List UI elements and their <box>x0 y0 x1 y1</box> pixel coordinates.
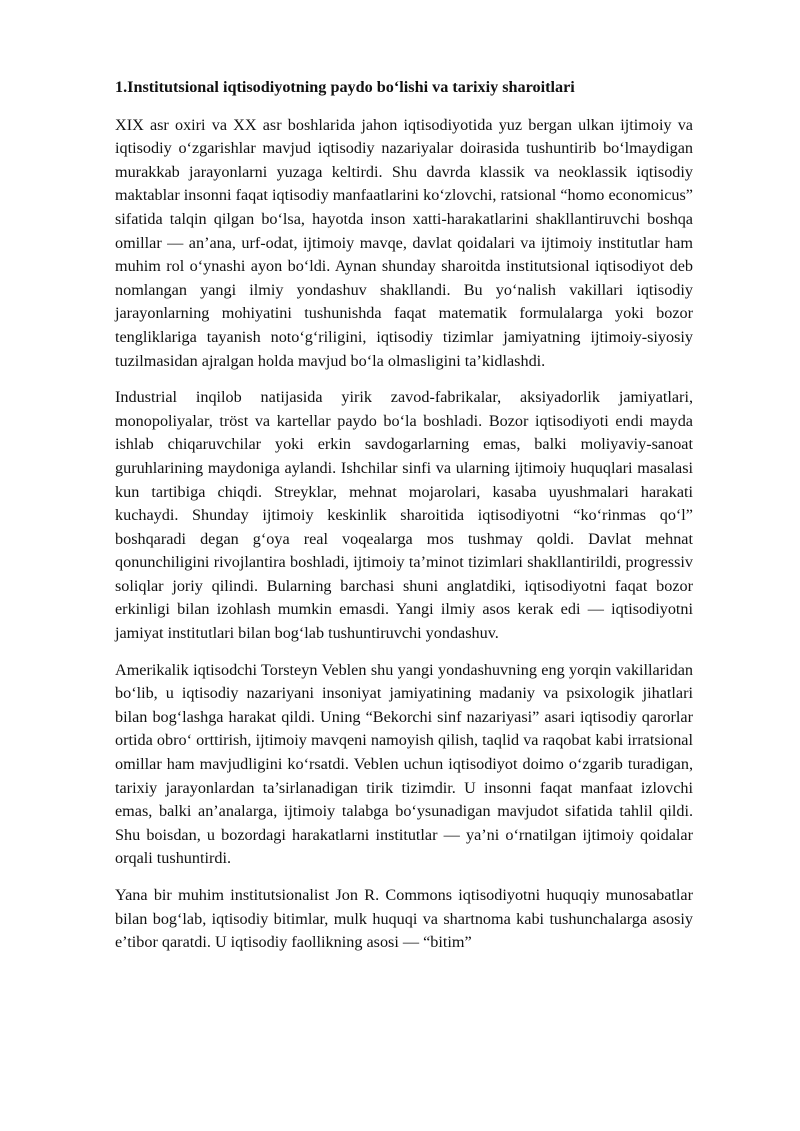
document-page <box>115 76 693 968</box>
paragraph-2: Industrial inqilob natijasida yirik zavod-fabrikalar, aksiyadorlik jamiyatlari, monopoliyalar, tröst va kartellar paydo bo‘la boshladi. Bozor iqtisodiyoti endi mayda ishlab chiqaruvchilar yoki erkin savdogarlarning emas, balki moliyaviy-sanoat guruhlarining maydoniga aylandi. Ishchilar sinfi va ularning ijtimoiy huquqlari masalasi kun tartibiga chiqdi. Streyklar, mehnat mojarolari, kasaba uyushmalari harakati kuchaydi. Shunday ijtimoiy keskinlik sharoitida iqtisodiyotni “ko‘rinmas qo‘l” boshqaradi degan g‘oya real voqealarga mos tushmay qoldi. Davlat mehnat qonunchiligini rivojlantira boshladi, ijtimoiy ta’minot tizimlari shakllantirildi, progressiv soliqlar joriy qilindi. Bularning barchasi shuni anglatdiki, iqtisodiyotni faqat bozor erkinligi bilan izohlash mumkin emasdi. Yangi ilmiy asos kerak edi — iqtisodiyotni jamiyat institutlari bilan bog‘lab tushuntiruvchi yondashuv. <box>115 388 693 643</box>
paragraph-1: XIX asr oxiri va XX asr boshlarida jahon iqtisodiyotida yuz bergan ulkan ijtimoiy va iqtisodiy o‘zgarishlar mavjud iqtisodiy nazariyalar doirasida tushuntirib bo‘lmaydigan murakkab jarayonlarni yuzaga keltirdi. Shu davrda klassik va neoklassik iqtisodiy maktablar insonni faqat iqtisodiy manfaatlarini ko‘zlovchi, ratsional “homo economicus” sifatida talqin qilgan bo‘lsa, hayotda inson xatti-harakatlarini shakllantiruvchi boshqa omillar — an’ana, urf-odat, ijtimoiy mavqe, davlat qoidalari va ijtimoiy institutlar ham muhim rol o‘ynashi ayon bo‘ldi. Aynan shunday sharoitda institutsional iqtisodiyot deb nomlangan yangi ilmiy yondashuv shakllandi. Bu yo‘nalish vakillari iqtisodiy jarayonlarning mohiyatini tushunishda faqat matematik formulalarga yoki bozor tengliklariga tayanish noto‘g‘riligini, iqtisodiy tizimlar jamiyatning ijtimoiy-siyosiy tuzilmasidan ajralgan holda mavjud bo‘la olmasligini ta’kidlashdi. <box>115 115 693 370</box>
paragraph-3: Amerikalik iqtisodchi Torsteyn Veblen shu yangi yondashuvning eng yorqin vakillaridan bo‘lib, u iqtisodiy nazariyani insoniyat jamiyatining madaniy va psixologik jihatlari bilan bog‘lashga harakat qildi. Uning “Bekorchi sinf nazariyasi” asari iqtisodiy qarorlar ortida obro‘ orttirish, ijtimoiy mavqeni namoyish qilish, taqlid va raqobat kabi irratsional omillar ham mavjudligini ko‘rsatdi. Veblen uchun iqtisodiyot doimo o‘zgarib turadigan, tarixiy jarayonlardan ta’sirlanadigan tirik tizimdir. U insonni faqat manfaat izlovchi emas, balki an’analarga, ijtimoiy talabga bo‘ysunadigan mavjudot sifatida tahlil qildi. Shu boisdan, u bozordagi harakatlarni institutlar — ya’ni o‘rnatilgan ijtimoiy qoidalar orqali tushuntirdi. <box>115 660 693 868</box>
paragraph-4: Yana bir muhim institutsionalist Jon R. Commons iqtisodiyotni huquqiy munosabatlar bilan bog‘lab, iqtisodiy bitimlar, mulk huquqi va shartnoma kabi tushunchalarga asosiy e’tibor qaratdi. U iqtisodiy faollikning asosi — “bitim” <box>115 886 693 952</box>
section-heading: 1.Institutsional iqtisodiyotning paydo bo‘lishi va tarixiy sharoitlari <box>115 78 575 96</box>
